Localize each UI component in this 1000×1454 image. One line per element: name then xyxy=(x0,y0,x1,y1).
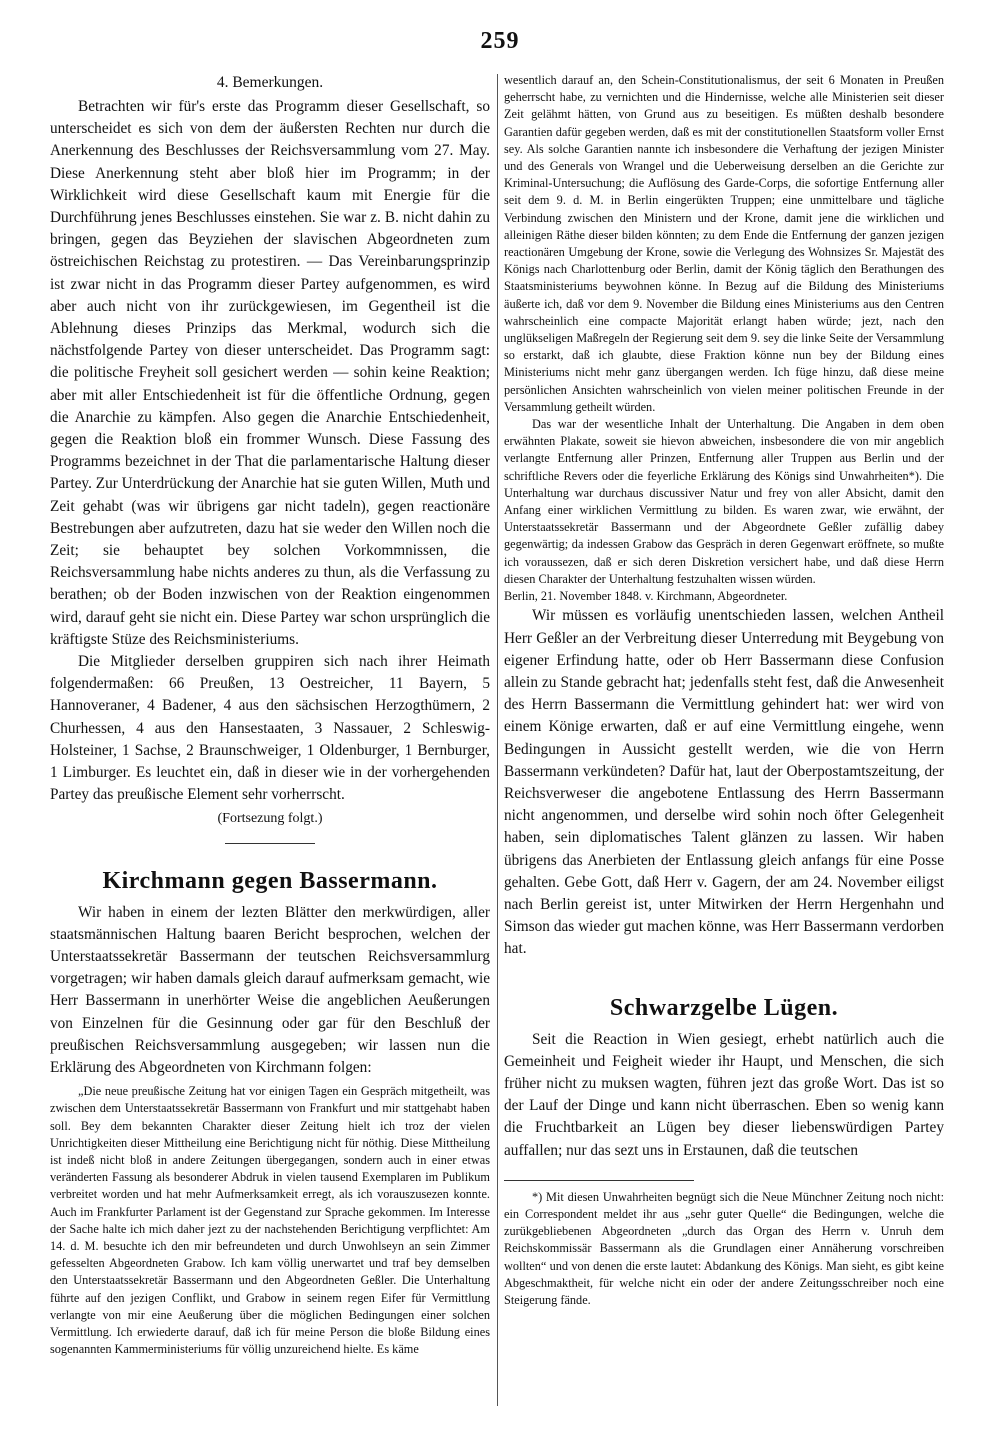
footnote: *) Mit diesen Unwahrheiten begnügt sich die Neue Münchner Zeitung noch nicht: ein Correspondent meldet ihr aus „sehr guter Quelle“ die Bedingungen, welche die zurükgebliebenen Abgeordneten „durch das Organ des Herrn v. Unruh dem Reichskommissär Bassermann als die Grundlagen einer Annäherung vorschreiben wollten“ und von denen die erste lautet: Abdankung des Königs. Man sieht, es gibt keine Abgeschmaktheit, für welche nicht ein oder der andere Zeitungsschreiber noch eine Steigerung fände. xyxy=(504,1189,944,1307)
quoted-declaration-paragraph-2: Das war der wesentliche Inhalt der Unterhaltung. Die Angaben in dem oben erwähnten Plakate, soweit sie hievon abweichen, insbesondere die von mir angeblich verlangte Entfernung aller Prinzen, Entfernung aller Truppen aus Berlin und der schriftliche Revers oder die feyerliche Erklärung des Königs sind Unwahrheiten*). Die Unterhaltung war durchaus discussiver Natur und frey von aller Absicht, damit den Anfang einer wirklichen Vermittlung zu bilden. Es waren zwar, wie erwähnt, der Unterstaatssekretär Bassermann und der Abgeordnete Geßler zufällig dabey gegenwärtig; da indessen Grabow das Gespräch in deren Gegenwart eröffnete, so mußte ich voraussezen, daß er sich deren Diskretion versichert habe, und daß diese Herrn diesen Charakter der Unterhaltung festzuhalten wissen würden. xyxy=(504,417,944,586)
section-separator xyxy=(225,843,315,844)
footnote-separator xyxy=(504,1180,694,1181)
article-2-title: Schwarzgelbe Lügen. xyxy=(609,994,839,1021)
page-number: 259 xyxy=(480,28,520,54)
section-heading: 4. Bemerkungen. xyxy=(216,74,324,91)
quoted-declaration-continued: wesentlich darauf an, den Schein-Constitutionalismus, der seit 6 Monaten in Preußen geherrscht habe, zu vernichten und die Hindernisse, welche alle Ministerien seit dieser Zeit gelähmt hätten, von Grund aus zu beseitigen. Es müßten deshalb besondere Garantien dafür gegeben werden, daß es mit der constitutionellen Staatsform voller Ernst sey. Als solche Garantien nannte ich insbesondere die Verhaftung der jezigen Minister und des Generals von Wrangel und die Ueberweisung derselben an die Gerichte zur Kriminal-Untersuchung; die Auflösung des Garde-Corps, die sofortige Entfernung aller seit dem 9. d. M. in Berlin eingerükten Truppen; eine unmittelbare und tägliche Verbindung zwischen den Ministern und der Krone, damit jene die wirklichen und alleinigen Räthe dieser bilden könnten; zu dem Ende die Entfernung der ganzen jezigen reactionären Umgebung der Krone, sowie die Verlegung des Wohnsizes Sr. Majestät des Königs nach Charlottenburg oder Berlin, damit der König täglich den Berathungen des Staatsministeriums beywohnen könne. In Bezug auf die Bildung des Ministeriums äußerte ich, daß vor dem 9. November die Bildung eines Ministeriums aus den Centren wahrscheinlich eine compacte Majorität erlangt haben würde; jezt, nach den unglükseligen Maßregeln der Regierung seit dem 9. sey die linke Seite der Versammlung so erstarkt, daß ich glaubte, diese Fraktion könne nun bey der Bildung eines Ministeriums nicht mehr ganz übergangen werden. Ich füge hinzu, daß diese meine persönlichen Ansichten wahrscheinlich von vielen meiner politischen Freunde in der Versammlung getheilt würden. xyxy=(504,73,944,414)
article-intro: Wir haben in einem der lezten Blätter den merkwürdigen, aller staatsmännischen Haltung baaren Bericht besprochen, welchen der Unterstaatssekretär Bassermann der teutschen Reichsversammlurg vorgetragen; wir haben damals gleich darauf aufmerksam gemacht, wie Herr Bassermann in unerhörter Weise die angeblichen Aeußerungen von Einzelnen für die Gesinnung oder gar für den Beschluß der preußischen Reichsversammlung ausgegeben; wir lassen nun die Erklärung des Abgeordneten von Kirchmann folgen: xyxy=(50,903,490,1076)
editorial-comment: Wir müssen es vorläufig unentschieden lassen, welchen Antheil Herr Geßler an der Verbreitung dieser Unterredung mit Beygebung von eigener Erfindung hatte, oder ob Herr Bassermann diese Confusion allein zu Stande gebracht hat; jedenfalls steht fest, daß die Anwesenheit des Herrn Bassermann die Vermittlung gehindert hat: wer wird von einem Könige erwarten, daß er auf eine Vermittlung eingehe, wenn Bedingungen in Aussicht gestellt werden, wie die von Herrn Bassermann verkündeten? Dafür hat, laut der Oberpostamtszeitung, der Reichsverweser die angebotene Entlassung des Herrn Bassermann nicht angenommen, und derselbe wird sohin noch öfter Gelegenheit haben, sein diplomatisches Talent glänzen zu lassen. Wir haben übrigens das Anerbieten der Entlassung gleich anfangs für eine Posse gehalten. Gebe Gott, daß Herr v. Gagern, der am 24. November eiligst nach Berlin gereist ist, unter Mitwirken der Herrn Hergenhahn und Simson das wieder gut machen könne, was Herr Bassermann verdorben hat. xyxy=(504,607,944,958)
article-2-text: Seit die Reaction in Wien gesiegt, erhebt natürlich auch die Gemeinheit und Feigheit wieder ihr Haupt, und Menschen, die sich früher nicht zu muksen wagten, führen jezt das große Wort. Das ist so der Lauf der Dinge und kann nicht überraschen. Eben so wenig kann die Fruchtbarkeit an Lügen bey dieser liebenswürdigen Partey auffallen; nur das sezt uns in Erstaunen, daß die teutschen xyxy=(504,1030,944,1159)
left-column xyxy=(50,72,490,1358)
signature-line: Berlin, 21. November 1848. v. Kirchmann, Abgeordneter. xyxy=(504,589,788,604)
remarks-paragraph-2: Die Mitglieder derselben gruppiren sich nach ihrer Heimath folgendermaßen: 66 Preußen, 13 Oestreicher, 11 Bayern, 5 Hannoveraner, 4 Badener, 4 aus den sächsischen Herzogthümern, 2 Churhessen, 4 aus den Hansestaaten, 3 Nassauer, 2 Schleswig-Holsteiner, 1 Sachse, 2 Braunschweiger, 1 Oldenburger, 1 Bernburger, 1 Limburger. Es leuchtet ein, daß in dieser wie in der vorhergehenden Partey das preußische Element sehr vorherrscht. xyxy=(50,653,490,804)
remarks-paragraph-1: Betrachten wir für's erste das Programm dieser Gesellschaft, so unterscheidet es sich von dem der äußersten Rechten nur durch die Anerkennung des Beschlusses der Reichsversammlung vom 27. May. Diese Anerkennung steht aber bloß hier im Programm; in der Wirklichkeit wird diese Gesellschaft kaum mit Energie für die Durchführung jenes Beschlusses einstehen. Sie war z. B. nicht dahin zu bringen, gegen das Beyziehen der slavischen Abgeordneten zum östreichischen Reichstag zu protestiren. — Das Vereinbarungsprinzip ist zwar nicht in das Programm dieser Partey aufgenommen, es wird aber auch nicht von ihr zurückgewiesen, im Gegentheil ist die Ablehnung dieses Prinzips das Merkmal, wodurch sich die nächstfolgende Partey von dieser unterscheidet. Das Programm sagt: die politische Freyheit soll gesichert werden — sohin keine Reaktion; aber mit aller Entschiedenheit ist für die öffentliche Ordnung, gegen die Anarchie zu kämpfen. Also gegen die Anarchie Entschiedenheit, gegen die Reaktion bloß ein frommer Wunsch. Diese Fassung des Programms bezeichnet in der That die parlamentarische Haltung dieser Partey. Zur Unterdrückung der Anarchie hat sie guten Willen, Muth und Zeit gehabt (was wir übrigens gar nicht tadeln), gegen reactionäre Bestrebungen aber aufzutreten, dazu hat sie weder den Willen noch die Zeit; sie behauptet bey solchen Vorkommnissen, die Reichsversammlung habe nichts anderes zu thun, als die Verfassung zu berathen; ob der Boden inzwischen von der Reaktion eingenommen wird, darauf geht sie nicht ein. Diese Partey war schon ursprünglich die kräftigste Stüze des Reichsministeriums. xyxy=(50,98,490,648)
continuation-note: (Fortsezung folgt.) xyxy=(217,810,323,826)
column-divider xyxy=(497,74,498,1406)
quoted-declaration: „Die neue preußische Zeitung hat vor einigen Tagen ein Gespräch mitgetheilt, was zwischen dem Unterstaatssekretär Bassermann von Frankfurt und mir stattgehabt haben soll. Bey dem bekannten Charakter dieser Zeitung hielt ich troz der vielen Unrichtigkeiten dieser Mittheilung eine Berichtigung nicht für nöthig. Diese Mittheilung ist indeß nicht bloß in andere Zeitungen übergegangen, sondern auch in einer etwas veränderten Fassung als besonderer Abdruk in vielen tausend Exemplaren im Publikum verbreitet worden und hat mehr Aufmerksamkeit erregt, als ich vorauszusezen konnte. Auch im Frankfurter Parlament ist der Gegenstand zur Sprache gekommen. Im Interesse der Sache halte ich mich daher jezt zu der nachstehenden Berichtigung verpflichtet: Am 14. d. M. besuchte ich den mir befreundeten und durch Unwohlseyn an sein Zimmer gefesselten Abgeordneten Grabow. Ich kam völlig unerwartet und traf bey demselben den Unterstaatssekretär Bassermann und den Abgeordneten Geßler. Die Unterhaltung führte auf den jezigen Conflikt, und Grabow in seinem regen Eifer für Vermittlung verlangte von mir eine Aeußerung über die möglichen Bedingungen einer solchen Vermittlung. Ich erwiederte darauf, daß ich für meine Person die bloße Bildung eines sogenannten Kammerministeriums für völlig unzureichend hielte. Es käme xyxy=(50,1084,490,1357)
article-title: Kirchmann gegen Bassermann. xyxy=(102,867,438,894)
right-column xyxy=(504,72,944,1309)
